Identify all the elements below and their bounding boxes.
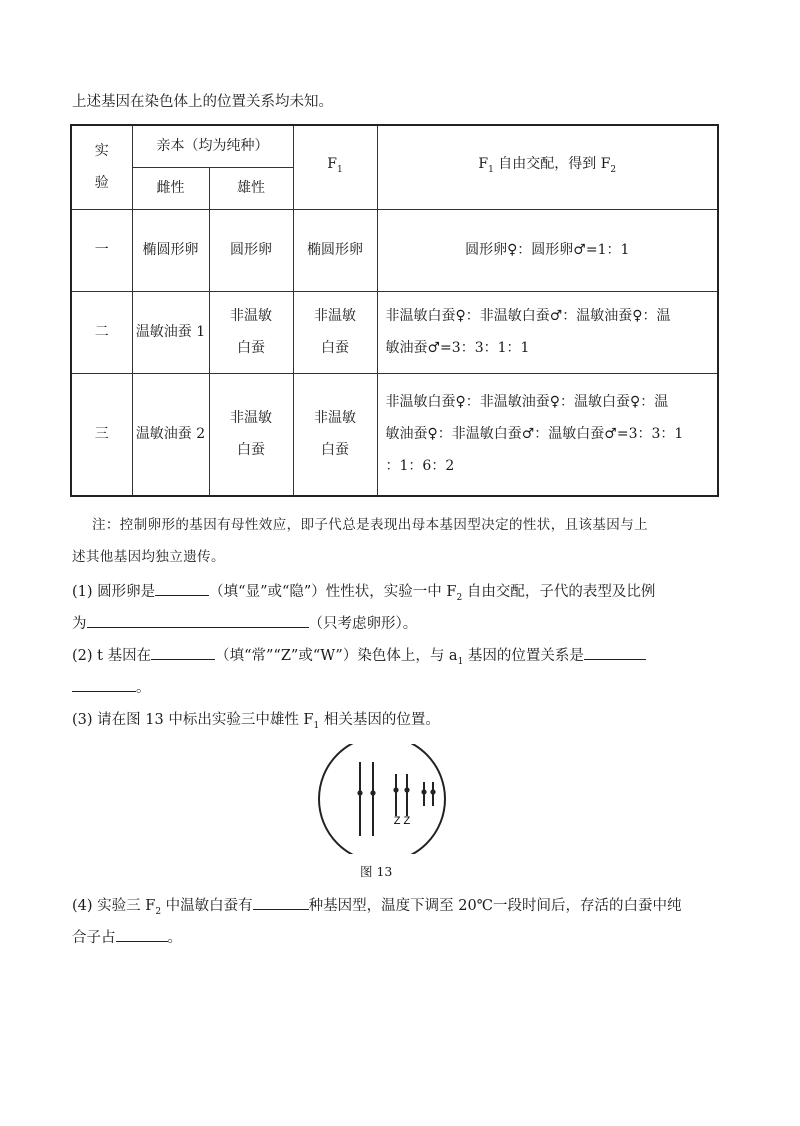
- q2-suffix: 基因的位置关系是: [463, 648, 584, 664]
- q1-middle: （填“显”或“隐”）性性状，实验一中 F: [209, 584, 457, 600]
- row3-female: 温敏油蚕 2: [132, 373, 209, 496]
- question-2-line-1: [72, 644, 646, 667]
- table-row: [71, 291, 718, 373]
- q3-suffix: 相关基因的位置。: [319, 712, 440, 728]
- header-exp-char-2: 验: [94, 175, 109, 192]
- header-parents: 亲本（均为纯种）: [132, 125, 293, 167]
- q2-blank-1[interactable]: [151, 645, 215, 660]
- row2-male-line1: 非温敏: [230, 308, 272, 324]
- centromere-4: [404, 787, 409, 792]
- row2-female: 温敏油蚕 1: [132, 291, 209, 373]
- q1-wei: 为: [72, 616, 87, 632]
- table-row: [71, 209, 718, 291]
- row3-f1: [293, 373, 377, 496]
- table-row: [71, 373, 718, 496]
- q1-blank-2[interactable]: [87, 613, 309, 628]
- question-1-line-2: [72, 612, 417, 633]
- q2-end: 。: [136, 680, 151, 696]
- figure-caption: 图 13: [360, 864, 393, 879]
- header-f2-sub: 2: [610, 165, 617, 176]
- centromere-2: [370, 790, 375, 795]
- q4-end: 。: [167, 930, 182, 946]
- row2-f2-line2: 敏油蚕♂=3：3：1：1: [385, 340, 530, 356]
- q4-prefix: (4) 实验三 F: [72, 898, 156, 914]
- q4-blank-2[interactable]: [116, 927, 168, 942]
- header-f1: [293, 125, 377, 209]
- q3-text: (3) 请在图 13 中标出实验三中雄性 F: [72, 712, 314, 728]
- row2-male-line2: 白蚕: [237, 340, 265, 356]
- question-3: [72, 708, 440, 731]
- row2-male: [209, 291, 293, 373]
- header-f2-f: F: [478, 156, 489, 173]
- note-line-2: 述其他基因均独立遗传。: [72, 549, 225, 565]
- q2-blank-2a[interactable]: [584, 645, 646, 660]
- q4-blank-1[interactable]: [253, 895, 309, 910]
- row2-f2: [377, 291, 718, 373]
- centromere-3: [393, 787, 398, 792]
- question-4-line-1: [72, 894, 681, 917]
- row2-f2-line1: 非温敏白蚕♀：非温敏白蚕♂：温敏油蚕♀：温: [385, 308, 671, 324]
- row3-exp: 三: [71, 373, 132, 496]
- note-line-1: 注：控制卵形的基因有母性效应，即子代总是表现出母本基因型决定的性状，且该基因与上: [92, 517, 648, 533]
- row3-f1-line2: 白蚕: [321, 442, 349, 459]
- row1-female: 椭圆形卵: [132, 209, 209, 291]
- q1-end: （只考虑卵形）。: [308, 616, 418, 632]
- intro-text: 上述基因在染色体上的位置关系均未知。: [72, 94, 333, 110]
- question-1-line-1: [72, 580, 655, 603]
- row2-f1: [293, 291, 377, 373]
- header-f1-sub: 1: [336, 165, 343, 176]
- question-4-line-2: [72, 926, 182, 947]
- row1-male: 圆形卵: [209, 209, 293, 291]
- centromere-1: [357, 790, 362, 795]
- header-female: 雌性: [132, 167, 209, 209]
- q2-prefix: (2) t 基因在: [72, 648, 152, 664]
- zz-label: Z Z: [393, 815, 411, 827]
- question-2-line-2: [72, 676, 151, 697]
- q1-blank-1[interactable]: [155, 581, 209, 596]
- header-exp-char-1: 实: [94, 143, 109, 160]
- header-f2-f-sub: 1: [488, 165, 494, 176]
- q4-middle: 中温敏白蚕有: [161, 898, 253, 914]
- row1-exp: 一: [71, 209, 132, 291]
- q3-sub: 1: [313, 720, 320, 731]
- row2-exp: 二: [71, 291, 132, 373]
- header-experiment: [71, 125, 132, 209]
- table-header-row: [71, 125, 718, 167]
- centromere-5: [421, 789, 426, 794]
- row3-f2: [377, 373, 718, 496]
- q4-he: 合子占: [72, 930, 116, 946]
- centromere-6: [430, 789, 435, 794]
- row1-f2: 圆形卵♀：圆形卵♂=1：1: [377, 209, 718, 291]
- row1-f1: 椭圆形卵: [293, 209, 377, 291]
- q1-suffix: 自由交配，子代的表型及比例: [462, 584, 656, 600]
- header-f2: [377, 125, 718, 209]
- figure-13-cell-diagram[interactable]: [318, 744, 446, 854]
- q4-suffix: 种基因型，温度下调至 20℃一段时间后，存活的白蚕中纯: [308, 898, 682, 914]
- header-f2-text: 自由交配，得到 F: [493, 156, 611, 173]
- q2-blank-2b[interactable]: [72, 677, 136, 692]
- row2-f1-line1: 非温敏: [314, 308, 356, 324]
- experiment-table: [70, 124, 719, 497]
- row3-male: [209, 373, 293, 496]
- row2-f1-line2: 白蚕: [321, 340, 349, 356]
- q1-middle-sub: 2: [456, 592, 463, 603]
- q4-sub: 2: [155, 906, 162, 917]
- row3-f2-line1: 非温敏白蚕♀：非温敏油蚕♀：温敏白蚕♀：温: [385, 394, 669, 411]
- row3-f2-line3: ：1：6：2: [385, 458, 455, 475]
- header-male: 雄性: [209, 167, 293, 209]
- row3-f2-line2: 敏油蚕♀：非温敏白蚕♂：温敏白蚕♂=3：3：1: [385, 426, 684, 443]
- header-f1-text: F: [327, 156, 337, 173]
- row3-male-line2: 白蚕: [237, 442, 265, 459]
- q2-middle-sub: 1: [457, 656, 464, 667]
- q1-prefix: (1) 圆形卵是: [72, 584, 156, 600]
- row3-male-line1: 非温敏: [230, 410, 272, 427]
- cell-circle: [319, 744, 445, 854]
- row3-f1-line1: 非温敏: [314, 410, 356, 427]
- q2-middle: （填“常”“Z”或“W”）染色体上，与 a: [215, 648, 458, 664]
